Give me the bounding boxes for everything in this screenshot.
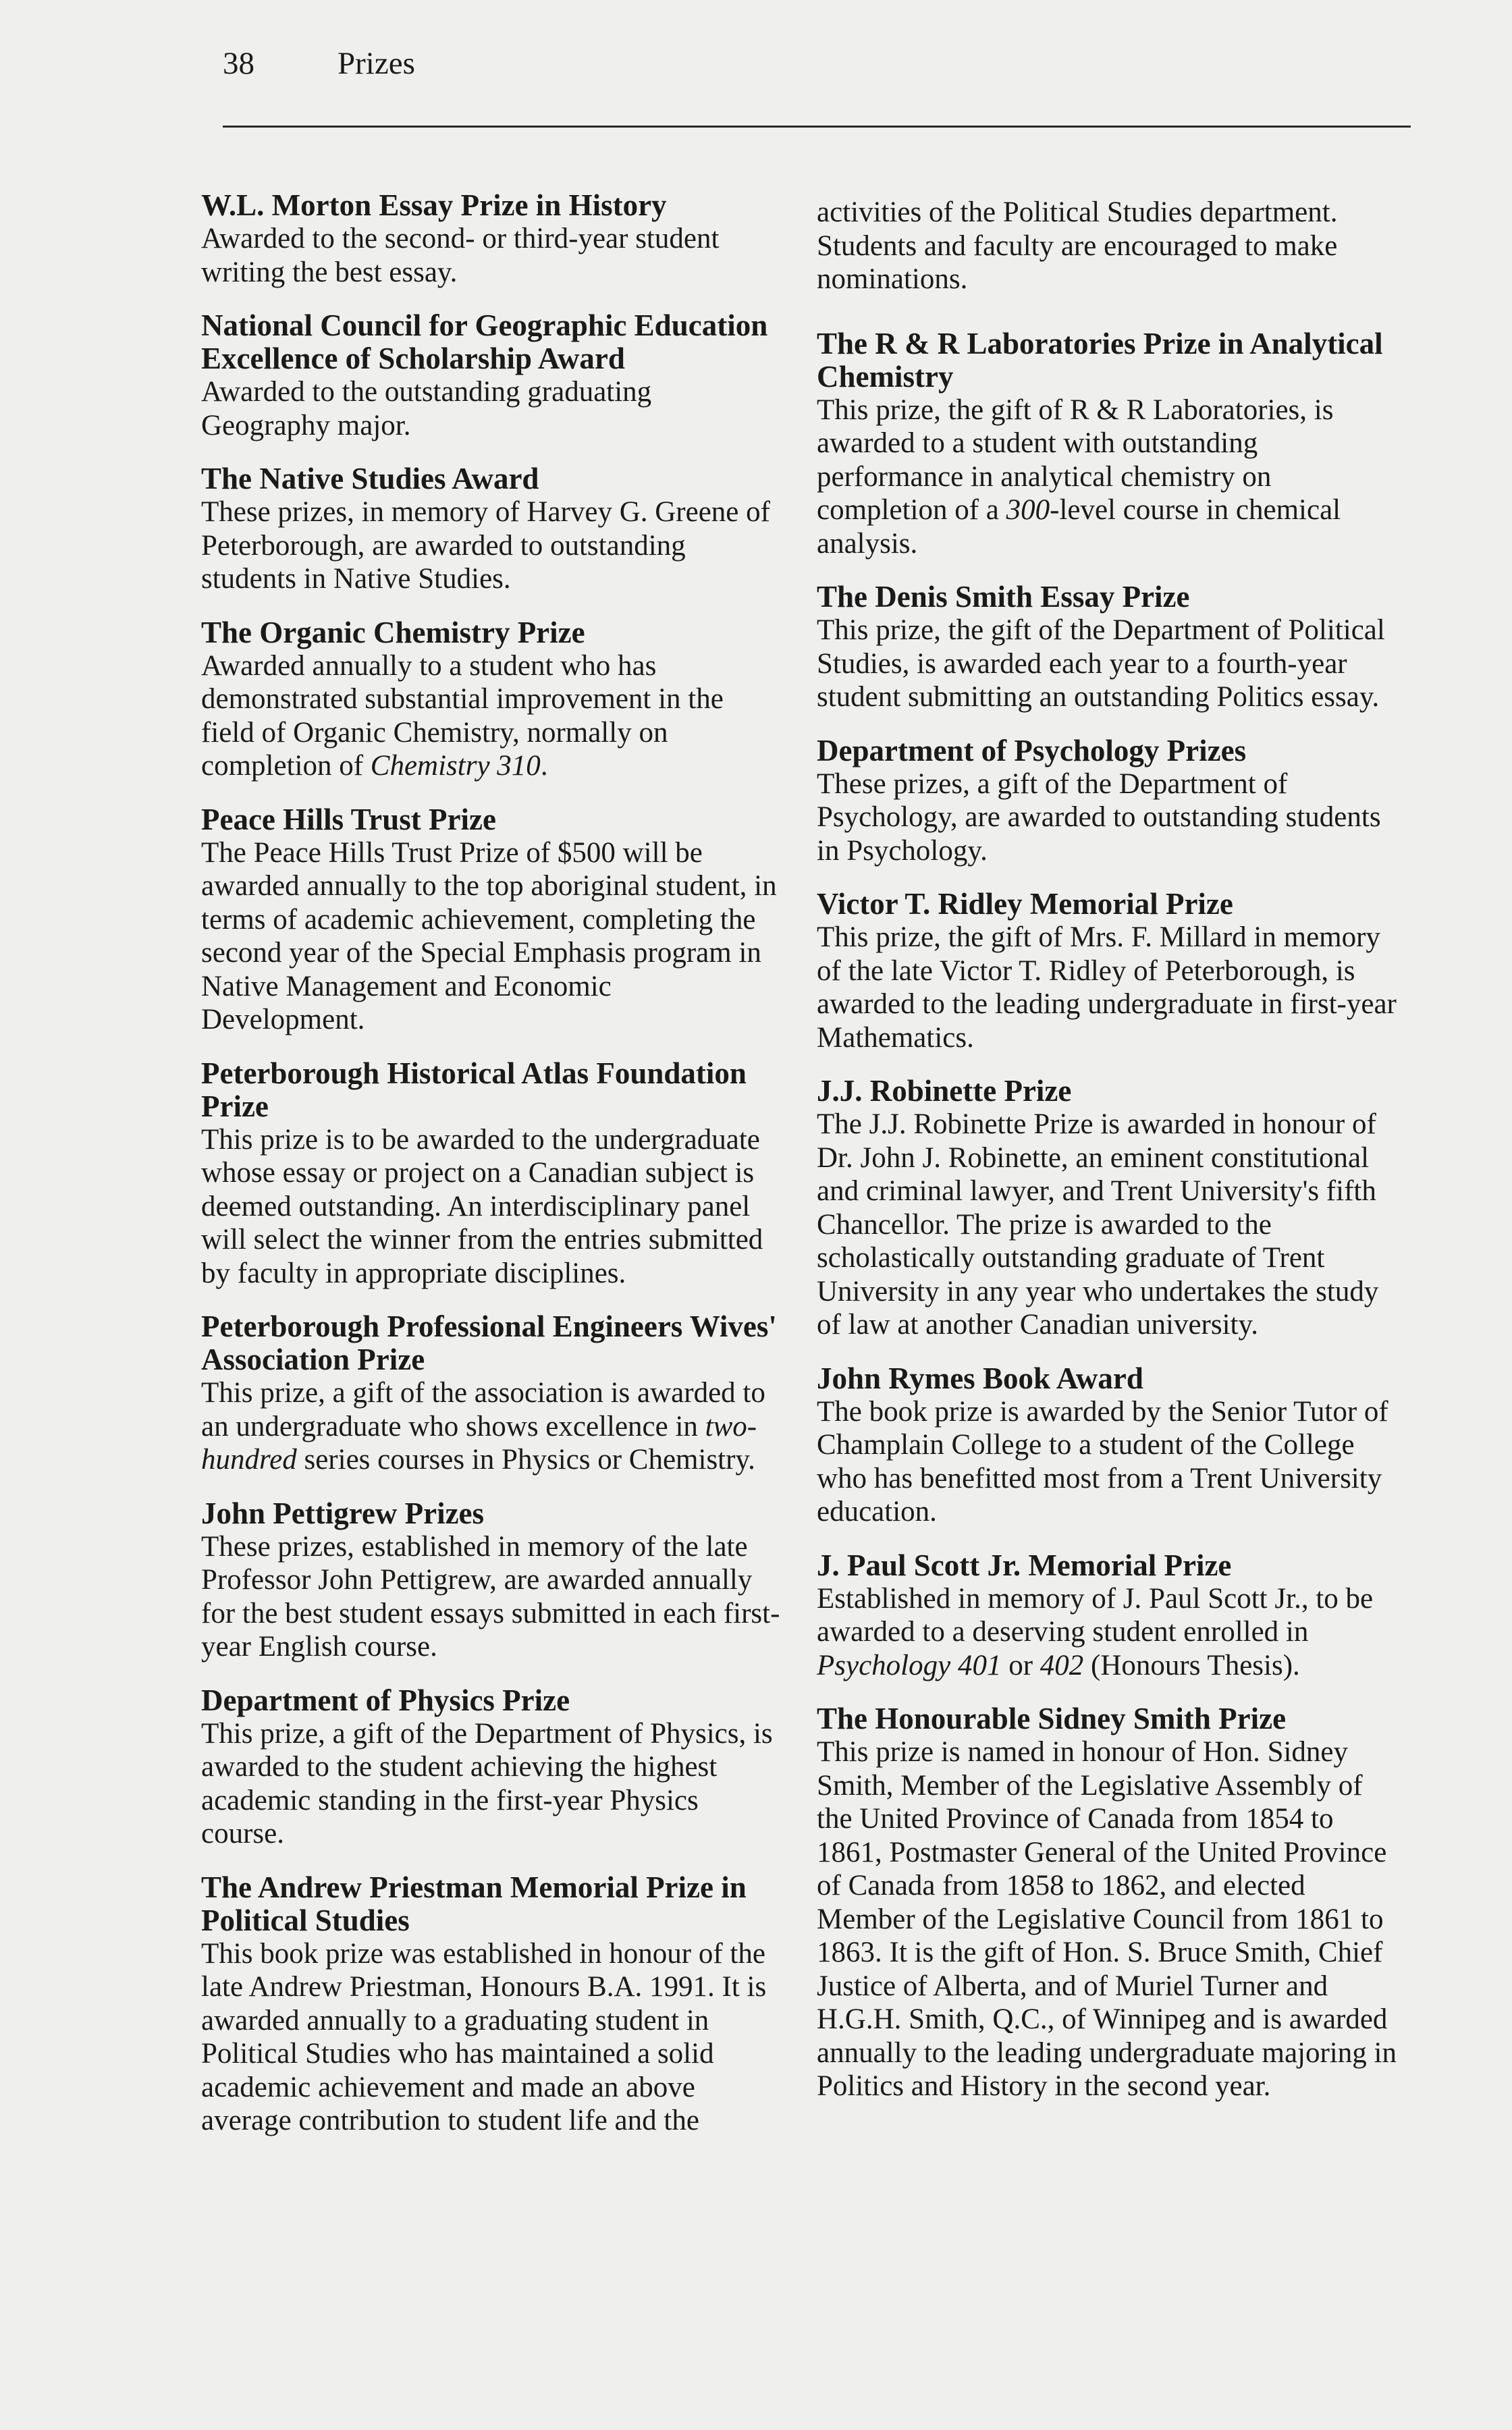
prize-description: This prize is to be awarded to the undergraduate whose essay or project on a Canadian subject is deemed outstanding. An interdisciplinary panel will select the winner from the entries submitted by faculty in appropriate disciplines.	[201, 1123, 763, 1289]
prize-entry	[817, 1702, 1397, 2103]
prize-title: The Honourable Sidney Smith Prize	[817, 1702, 1287, 1735]
prize-title: W.L. Morton Essay Prize in History	[201, 188, 667, 222]
prize-description: This prize, the gift of R & R Laboratories, is awarded to a student with outstanding performance in analytical chemistry on completion of a 300-level course in chemical analysis.	[817, 394, 1341, 560]
prize-title: The Denis Smith Essay Prize	[817, 580, 1190, 614]
prize-title: Peterborough Historical Atlas Foundation Prize	[201, 1056, 747, 1123]
prize-title: National Council for Geographic Education Excellence of Scholarship Award	[201, 308, 768, 375]
prize-entry	[201, 1057, 782, 1291]
left-column	[201, 189, 782, 2158]
prize-entry	[817, 1362, 1397, 1529]
page-number: 38	[223, 46, 254, 81]
prize-description: Awarded to the second- or third-year student writing the best essay.	[201, 223, 720, 288]
prize-description: This prize, a gift of the association is awarded to an undergraduate who shows excellence in two-hundred series courses in Physics or Chemistry.	[201, 1377, 765, 1476]
prize-entry	[201, 616, 782, 783]
prize-description: The book prize is awarded by the Senior Tutor of Champlain College to a student of the College who has benefitted most from a Trent University education.	[817, 1395, 1388, 1528]
prize-title: The R & R Laboratories Prize in Analytical Chemistry	[817, 326, 1383, 394]
prize-title: Peterborough Professional Engineers Wives' Association Prize	[201, 1310, 777, 1376]
prize-title: The Organic Chemistry Prize	[201, 615, 585, 649]
prize-description: Awarded annually to a student who has demonstrated substantial improvement in the field of Organic Chemistry, normally on completion of Chemistry 310.	[201, 649, 724, 782]
prize-entry	[817, 734, 1397, 868]
continued-text: activities of the Political Studies department. Students and faculty are encouraged to make nominations.	[817, 196, 1338, 295]
prize-title: J.J. Robinette Prize	[817, 1074, 1072, 1108]
prize-title: Peace Hills Trust Prize	[201, 802, 496, 836]
prize-description: These prizes, established in memory of the late Professor John Pettigrew, are awarded annually for the best student essays submitted in each first-year English course.	[201, 1530, 780, 1663]
prize-description: Awarded to the outstanding graduating Geography major.	[201, 376, 652, 441]
prize-entry	[817, 1549, 1397, 1683]
header-rule	[223, 126, 1411, 128]
prize-entry	[201, 1310, 782, 1477]
running-head	[223, 43, 415, 84]
prize-description: This prize is named in honour of Hon. Sidney Smith, Member of the Legislative Assembly of the United Province of Canada from 1854 to 1861, Postmaster General of the United Province of Canada from 1858 to 1862, and elected Member of the Legislative Council from 1861 to 1863. It is the gift of Hon. S. Bruce Smith, Chief Justice of Alberta, and of Muriel Turner and H.G.H. Smith, Q.C., of Winnipeg and is awarded annually to the leading undergraduate majoring in Politics and History in the second year.	[817, 1736, 1397, 2102]
right-column	[817, 196, 1397, 2124]
prize-description: The Peace Hills Trust Prize of $500 will be awarded annually to the top aboriginal student, in terms of academic achievement, completing the second year of the Special Emphasis program in Native Management and Economic Development.	[201, 836, 777, 1035]
prize-entry	[201, 189, 782, 289]
prize-entry	[201, 309, 782, 442]
prize-description: This prize, the gift of the Department of Political Studies, is awarded each year to a fourth-year student submitting an outstanding Politics essay.	[817, 614, 1385, 713]
prize-entry	[201, 1497, 782, 1664]
prize-description: This prize, a gift of the Department of Physics, is awarded to the student achieving the highest academic standing in the first-year Physics course.	[201, 1717, 773, 1850]
prize-title: John Rymes Book Award	[817, 1361, 1143, 1395]
prize-entry	[201, 1871, 782, 2138]
prize-title: Victor T. Ridley Memorial Prize	[817, 887, 1233, 921]
prize-title: Department of Psychology Prizes	[817, 733, 1247, 767]
prize-entry	[817, 580, 1397, 714]
prize-description: This prize, the gift of Mrs. F. Millard in memory of the late Victor T. Ridley of Peterborough, is awarded to the leading undergraduate in first-year Mathematics.	[817, 921, 1397, 1054]
prize-entry	[817, 888, 1397, 1054]
prize-description: The J.J. Robinette Prize is awarded in honour of Dr. John J. Robinette, an eminent constitutional and criminal lawyer, and Trent University's fifth Chancellor. The prize is awarded to the scholastically outstanding graduate of Trent University in any year who undertakes the study of law at another Canadian university.	[817, 1108, 1379, 1341]
prize-description: These prizes, in memory of Harvey G. Greene of Peterborough, are awarded to outstanding students in Native Studies.	[201, 496, 770, 595]
prize-entry	[817, 1075, 1397, 1342]
prize-title: Department of Physics Prize	[201, 1683, 570, 1717]
prize-description: These prizes, a gift of the Department of Psychology, are awarded to outstanding students in Psychology.	[817, 767, 1381, 867]
prize-entry	[817, 327, 1397, 561]
prize-entry	[201, 803, 782, 1037]
prize-title: John Pettigrew Prizes	[201, 1496, 485, 1530]
prize-title: The Native Studies Award	[201, 462, 539, 495]
prize-description: Established in memory of J. Paul Scott Jr., to be awarded to a deserving student enrolled in Psychology 401 or 402 (Honours Thesis).	[817, 1582, 1374, 1681]
prize-entry	[201, 1684, 782, 1851]
prize-title: The Andrew Priestman Memorial Prize in Political Studies	[201, 1870, 747, 1937]
prize-entry	[201, 462, 782, 596]
section-title: Prizes	[338, 46, 415, 81]
prize-title: J. Paul Scott Jr. Memorial Prize	[817, 1548, 1232, 1582]
prize-description: This book prize was established in honour of the late Andrew Priestman, Honours B.A. 1991. It is awarded annually to a graduating student in Political Studies who has maintained a solid academic achievement and made an above average contribution to student life and the	[201, 1937, 767, 2136]
